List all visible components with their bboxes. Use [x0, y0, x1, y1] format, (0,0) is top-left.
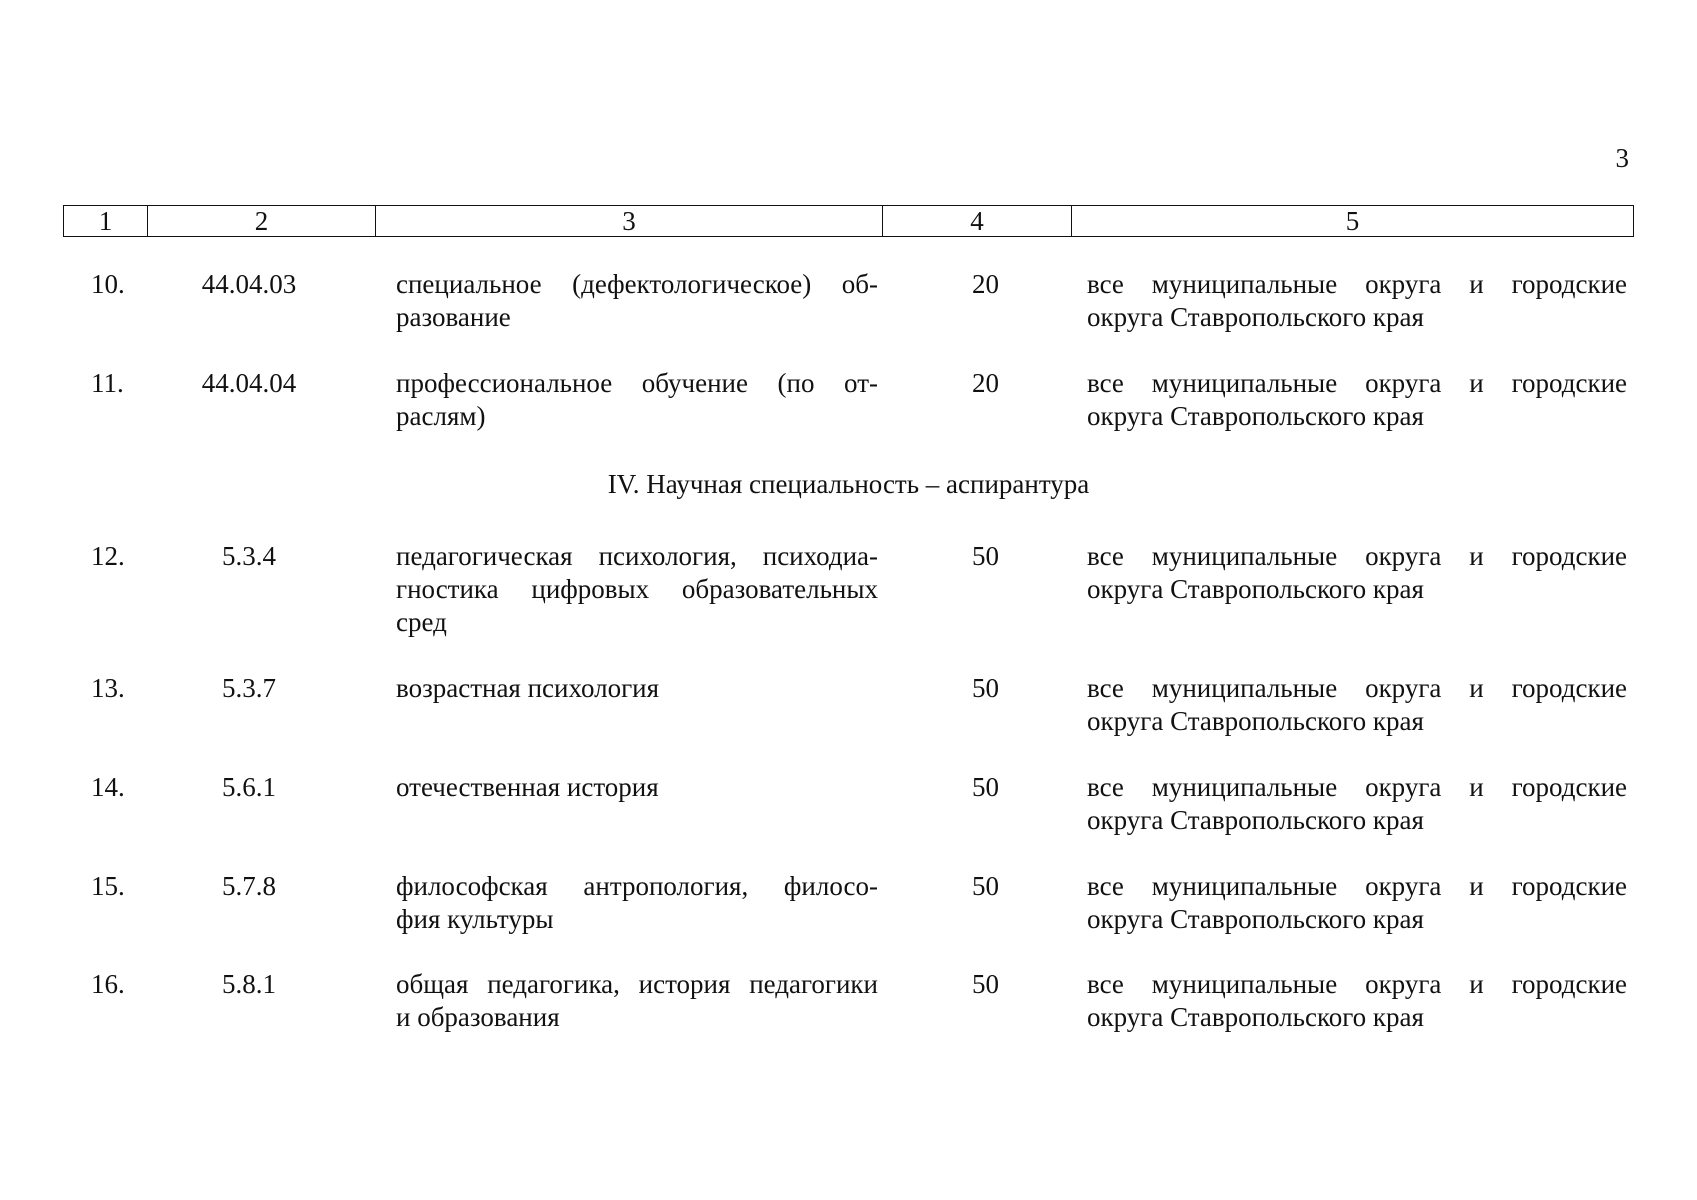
territory-line: все муниципальные округа и городские — [1087, 541, 1627, 571]
row-number: 13. — [91, 673, 125, 703]
specialty-name — [396, 268, 878, 334]
table-row — [63, 367, 1633, 467]
row-number: 16. — [91, 969, 125, 999]
quantity: 50 — [972, 772, 999, 802]
row-number: 10. — [91, 269, 125, 299]
specialty-name — [396, 540, 878, 639]
column-header-2: 2 — [148, 206, 376, 237]
territory — [1087, 968, 1627, 1034]
territory — [1087, 672, 1627, 738]
territory — [1087, 540, 1627, 606]
table-row — [63, 540, 1633, 640]
territory-line: все муниципальные округа и городские — [1087, 969, 1627, 999]
territory-line: округа Ставропольского края — [1087, 904, 1424, 934]
table-row — [63, 268, 1633, 368]
specialty-name-line: профессиональное обучение (по от- — [396, 368, 878, 398]
quantity: 20 — [972, 368, 999, 398]
territory — [1087, 268, 1627, 334]
row-number: 12. — [91, 541, 125, 571]
specialty-name-line: специальное (дефектологическое) об- — [396, 269, 878, 299]
specialty-name — [396, 771, 878, 804]
territory-line: округа Ставропольского края — [1087, 706, 1424, 736]
quantity: 50 — [972, 673, 999, 703]
territory-line: округа Ставропольского края — [1087, 401, 1424, 431]
specialty-name — [396, 968, 878, 1034]
table-row — [63, 672, 1633, 772]
territory-line: все муниципальные округа и городские — [1087, 772, 1627, 802]
column-header-1: 1 — [64, 206, 148, 237]
specialty-name-line: отечественная история — [396, 772, 659, 802]
quantity: 20 — [972, 269, 999, 299]
territory-line: все муниципальные округа и городские — [1087, 673, 1627, 703]
territory-line: округа Ставропольского края — [1087, 574, 1424, 604]
specialty-name — [396, 672, 878, 705]
quantity: 50 — [972, 969, 999, 999]
territory-line: округа Ставропольского края — [1087, 805, 1424, 835]
column-header-4: 4 — [883, 206, 1072, 237]
specialty-name-line: и образования — [396, 1002, 560, 1032]
specialty-name-line: педагогическая психология, психодиа- — [396, 541, 878, 571]
specialty-code: 5.3.7 — [222, 673, 276, 703]
specialty-code: 5.8.1 — [222, 969, 276, 999]
quantity: 50 — [972, 541, 999, 571]
specialty-name-line: раслям) — [396, 401, 486, 431]
row-number: 11. — [91, 368, 124, 398]
quantity: 50 — [972, 871, 999, 901]
column-header-5: 5 — [1072, 206, 1634, 237]
table-row — [63, 771, 1633, 871]
section-title: IV. Научная специальность – аспирантура — [607, 469, 1090, 499]
territory-line: все муниципальные округа и городские — [1087, 368, 1627, 398]
specialty-name-line: сред — [396, 607, 447, 637]
table-row — [63, 968, 1633, 1068]
territory — [1087, 870, 1627, 936]
specialty-code: 5.3.4 — [222, 541, 276, 571]
page-number: 3 — [1615, 143, 1629, 173]
specialty-code: 44.04.04 — [201, 368, 297, 398]
specialty-name-line: гностика цифровых образовательных — [396, 574, 878, 604]
specialty-name — [396, 367, 878, 433]
specialty-name-line: возрастная психология — [396, 673, 660, 703]
specialty-name — [396, 870, 878, 936]
column-header-3: 3 — [376, 206, 883, 237]
territory — [1087, 771, 1627, 837]
specialty-name-line: общая педагогика, история педагогики — [396, 969, 878, 999]
specialty-name-line: разование — [396, 302, 511, 332]
row-number: 14. — [91, 772, 125, 802]
column-header-row — [64, 206, 1634, 237]
territory — [1087, 367, 1627, 433]
territory-line: округа Ставропольского края — [1087, 302, 1424, 332]
territory-line: округа Ставропольского края — [1087, 1002, 1424, 1032]
specialty-code: 5.7.8 — [222, 871, 276, 901]
specialty-name-line: фия культуры — [396, 904, 554, 934]
table-row — [63, 870, 1633, 970]
territory-line: все муниципальные округа и городские — [1087, 871, 1627, 901]
specialty-code: 44.04.03 — [201, 269, 297, 299]
row-number: 15. — [91, 871, 125, 901]
specialty-name-line: философская антропология, филосо- — [396, 871, 878, 901]
column-header-table — [63, 205, 1634, 237]
territory-line: все муниципальные округа и городские — [1087, 269, 1627, 299]
specialty-code: 5.6.1 — [222, 772, 276, 802]
